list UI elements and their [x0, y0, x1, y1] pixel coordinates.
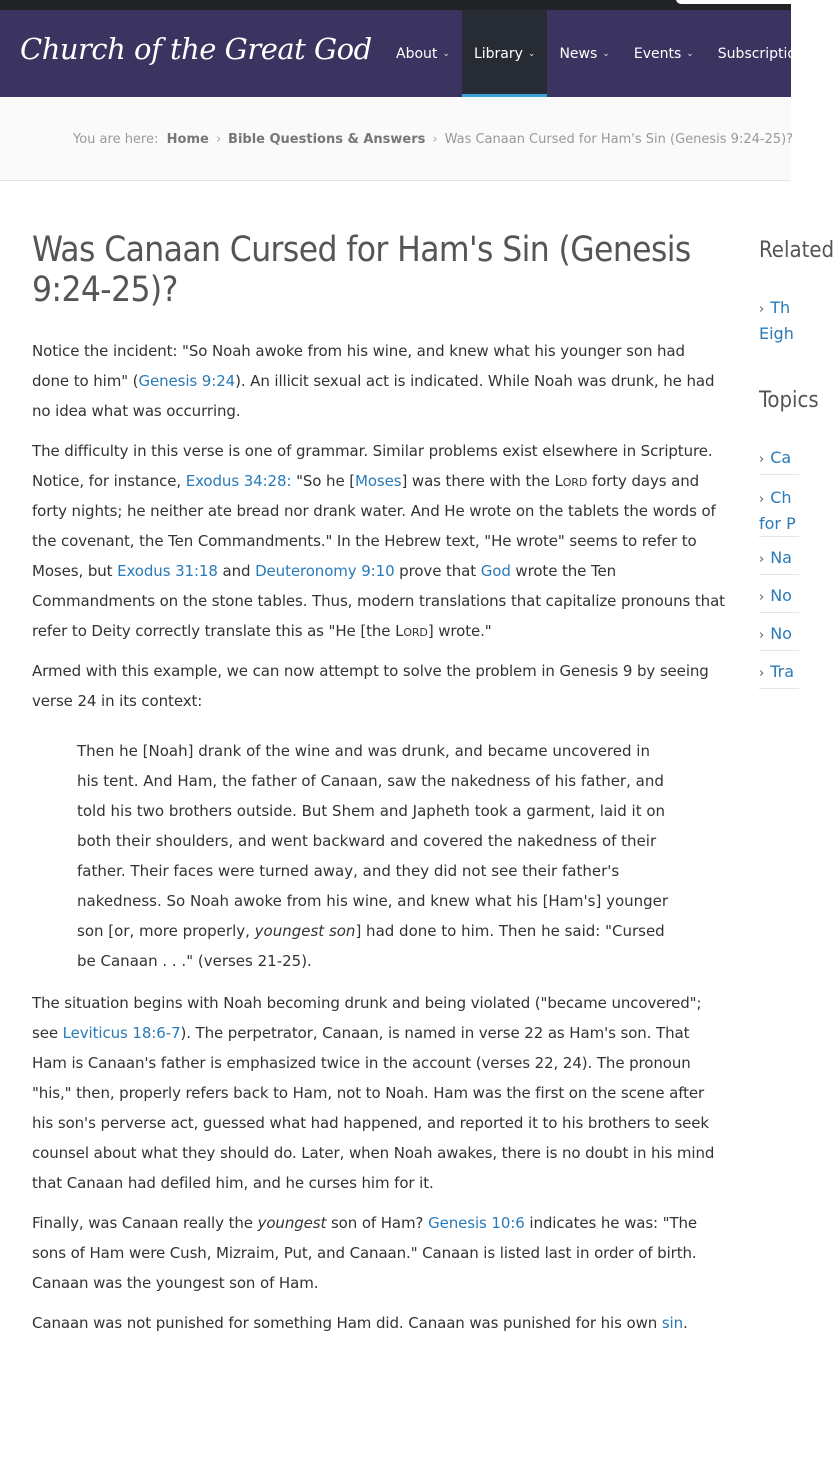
- text: wrote the Ten Commandments on the stone tables. Thus, modern translations that capitalize pronouns that refer to Deity correctly translate this as "He [the: [32, 562, 725, 640]
- sidebar-item-label: No: [770, 586, 792, 605]
- scripture-link[interactable]: Exodus 34:28:: [185, 472, 292, 490]
- chevron-right-icon: ›: [759, 302, 765, 317]
- text: Then he [Noah] drank of the wine and was drunk, and became uncovered in his tent. And Ham, the father of Canaan, saw the nakedness of his father, and told his two brothers outside. But Shem and Japheth took a garment, laid it on both their shoulders, and went backward and covered the nakedness of their father. Their faces were turned away, and they did not see their father's nakedness. So Noah awoke from his wine, and knew what his [Ham's] younger son [or, more properly,: [77, 742, 669, 940]
- text: indicates he was: "The sons of Ham were Cush, Mizraim, Put, and Canaan." Canaan is listed last in order of birth. Canaan was the youngest son of Ham.: [32, 1214, 698, 1292]
- divider: [759, 474, 799, 475]
- paragraph-5: [32, 1208, 726, 1298]
- paragraph-1: [32, 336, 726, 426]
- breadcrumb-separator: ›: [215, 132, 222, 147]
- chevron-right-icon: ›: [759, 628, 765, 643]
- sidebar-item-label: Eigh: [759, 324, 794, 343]
- main-nav: [384, 10, 824, 97]
- sidebar-topic-item[interactable]: [759, 662, 794, 681]
- divider: [759, 536, 799, 537]
- scripture-link[interactable]: Deuteronomy 9:10: [255, 562, 395, 580]
- paragraph-6: [32, 1308, 726, 1338]
- text: son of Ham?: [326, 1214, 429, 1232]
- nav-subscriptions-label: Subscriptions: [717, 45, 813, 62]
- text: and: [217, 562, 256, 580]
- chevron-right-icon: ›: [759, 666, 765, 681]
- topic-link-god[interactable]: God: [480, 562, 511, 580]
- scripture-link[interactable]: Exodus 31:18: [117, 562, 218, 580]
- scripture-link[interactable]: Genesis 9:24: [138, 372, 236, 390]
- emphasis: youngest son: [254, 922, 356, 940]
- scripture-link[interactable]: Genesis 10:6: [428, 1214, 525, 1232]
- text: .: [683, 1314, 688, 1332]
- nav-library[interactable]: [462, 10, 548, 97]
- sidebar-related-heading: Related: [759, 238, 834, 263]
- lord-small-caps: Lord: [395, 622, 428, 640]
- chevron-down-icon: ⌄: [686, 48, 694, 59]
- text: Notice the incident: "So Noah awoke from his wine, and knew what his younger son had done to him" (: [32, 342, 685, 390]
- site-header: [0, 10, 813, 97]
- breadcrumb-home[interactable]: Home: [166, 132, 209, 147]
- sidebar-item-label: No: [770, 624, 792, 643]
- text: Finally, was Canaan really the: [32, 1214, 258, 1232]
- chevron-right-icon: ›: [759, 452, 765, 467]
- chevron-right-icon: ›: [759, 590, 765, 605]
- nav-news-label: News: [559, 45, 598, 62]
- chevron-right-icon: ›: [759, 552, 765, 567]
- nav-subscriptions[interactable]: [706, 10, 824, 97]
- article: [32, 230, 726, 1348]
- divider: [759, 688, 799, 689]
- divider: [759, 650, 799, 651]
- sidebar-topic-item[interactable]: [759, 486, 796, 536]
- divider: [759, 612, 799, 613]
- divider: [759, 574, 799, 575]
- browser-top-strip: [0, 0, 791, 10]
- nav-events[interactable]: [622, 10, 706, 97]
- text: ] wrote.": [427, 622, 492, 640]
- sidebar-item-label: for P: [759, 514, 796, 533]
- sidebar-item-label: Na: [770, 548, 792, 567]
- sidebar-topic-item[interactable]: [759, 624, 792, 643]
- text: forty days and forty nights; he neither ate bread nor drank water. And He wrote on the tablets the words of the covenant, the Ten Commandments." In the Hebrew text, "He wrote" seems to refer to Moses, but: [32, 472, 716, 580]
- sidebar-topics-heading: Topics: [759, 388, 819, 413]
- chevron-down-icon: ⌄: [602, 48, 610, 59]
- sidebar-topic-item[interactable]: [759, 448, 791, 467]
- scripture-link[interactable]: Leviticus 18:6-7: [62, 1024, 181, 1042]
- chevron-down-icon: ⌄: [442, 48, 450, 59]
- text: "So he [: [291, 472, 355, 490]
- topic-link-sin[interactable]: sin: [661, 1314, 684, 1332]
- top-search-field[interactable]: [676, 0, 806, 4]
- paragraph-4: [32, 988, 726, 1198]
- scripture-quote: [77, 736, 676, 976]
- text: The difficulty in this verse is one of grammar. Similar problems exist elsewhere in Scripture. Notice, for instance,: [32, 442, 713, 490]
- text: The situation begins with Noah becoming drunk and being violated ("became uncovered"; see: [32, 994, 702, 1042]
- sidebar-topic-item[interactable]: [759, 548, 792, 567]
- topic-link-moses[interactable]: Moses: [355, 472, 402, 490]
- text: ] had done to him. Then he said: "Cursed be Canaan . . ." (verses 21-25).: [77, 922, 665, 970]
- chevron-right-icon: ›: [759, 492, 765, 507]
- text: prove that: [394, 562, 481, 580]
- nav-about-label: About: [396, 45, 438, 62]
- breadcrumb-bar: [0, 97, 794, 181]
- article-title: Was Canaan Cursed for Ham's Sin (Genesis 9:24-25)?: [32, 230, 691, 310]
- chevron-down-icon: ⌄: [527, 48, 536, 59]
- text: ). The perpetrator, Canaan, is named in verse 22 as Ham's son. That Ham is Canaan's father is emphasized twice in the account (verses 22, 24). The pronoun "his," then, properly refers back to Ham, not to Noah. Ham was the first on the scene after his son's perverse act, guessed what had happened, and reported it to his brothers to seek counsel about what they should do. Later, when Noah awakes, there is no doubt in his mind that Canaan had defiled him, and he curses him for it.: [32, 1024, 715, 1192]
- sidebar-item-label: Ca: [770, 448, 792, 467]
- breadcrumb-prefix: You are here:: [73, 132, 159, 147]
- sidebar-item-label: Th: [770, 298, 791, 317]
- breadcrumb-separator: ›: [432, 132, 438, 147]
- sidebar-related-item[interactable]: [759, 296, 794, 346]
- nav-events-label: Events: [633, 45, 682, 62]
- text: Canaan was not punished for something Ham did. Canaan was punished for his own: [32, 1314, 662, 1332]
- sidebar-item-label: Tra: [770, 662, 795, 681]
- emphasis: youngest: [257, 1214, 327, 1232]
- text: ] was there with the: [401, 472, 555, 490]
- text: ). An illicit sexual act is indicated. While Noah was drunk, he had no idea what was occurring.: [32, 372, 715, 420]
- breadcrumb-section[interactable]: Bible Questions & Answers: [228, 132, 426, 147]
- breadcrumb: [73, 132, 793, 147]
- paragraph-3: Armed with this example, we can now attempt to solve the problem in Genesis 9 by seeing verse 24 in its context:: [32, 662, 709, 710]
- paragraph-2: [32, 436, 726, 646]
- lord-small-caps: Lord: [554, 472, 588, 490]
- site-logo[interactable]: Church of the Great God: [20, 32, 372, 66]
- nav-about[interactable]: [384, 10, 462, 97]
- nav-library-label: Library: [473, 45, 523, 62]
- nav-news[interactable]: [547, 10, 621, 97]
- sidebar: [759, 230, 834, 700]
- breadcrumb-current: Was Canaan Cursed for Ham's Sin (Genesis 9:24-25)?: [444, 132, 794, 147]
- sidebar-topic-item[interactable]: [759, 586, 792, 605]
- sidebar-item-label: Ch: [770, 488, 792, 507]
